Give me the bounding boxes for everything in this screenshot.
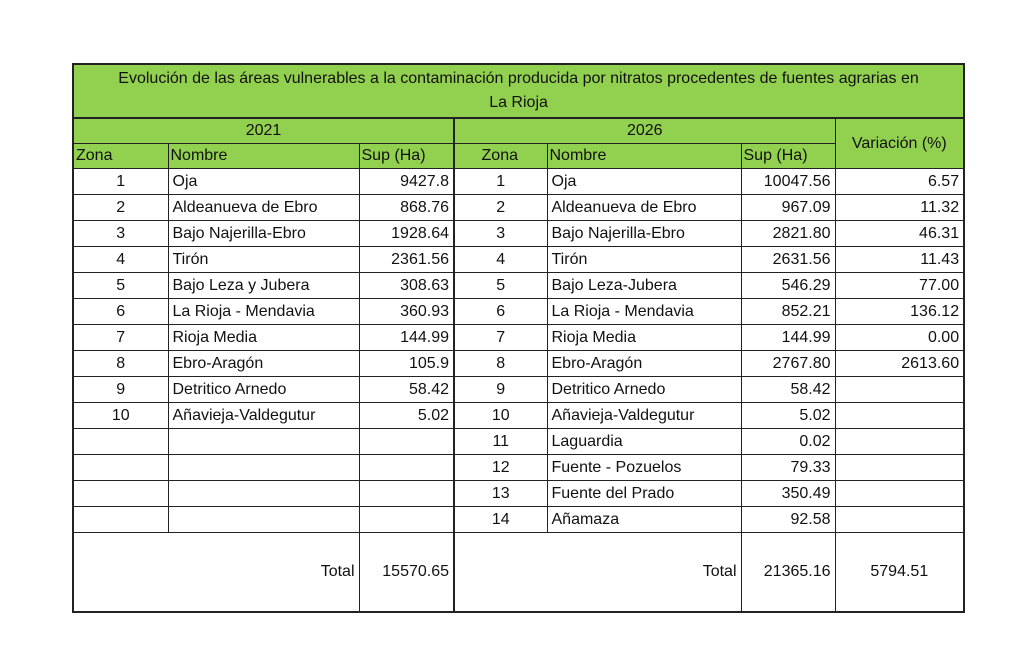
variation-cell: 136.12 [835,299,964,325]
zona-2021-cell: 1 [73,169,168,195]
sup-2026-cell: 5.02 [741,403,835,429]
year-row [73,118,964,144]
zona-2021-cell: 5 [73,273,168,299]
variation-cell: 0.00 [835,325,964,351]
zona-2021-cell: 8 [73,351,168,377]
table-row [73,273,964,299]
table-row [73,195,964,221]
table-row [73,455,964,481]
total-row [73,533,964,613]
nombre-2026-cell: Añavieja-Valdegutur [547,403,741,429]
sup-2021-cell: 360.93 [359,299,454,325]
zona-2026-cell: 12 [454,455,547,481]
total-label-2021: Total [73,533,359,613]
variation-cell: 46.31 [835,221,964,247]
zona-2026-cell: 2 [454,195,547,221]
sup-header-2021: Sup (Ha) [359,144,454,169]
nombre-2026-cell: Ebro-Aragón [547,351,741,377]
nombre-2026-cell: Aldeanueva de Ebro [547,195,741,221]
nombre-2026-cell: Tirón [547,247,741,273]
nombre-2026-cell: Laguardia [547,429,741,455]
sup-header-2026: Sup (Ha) [741,144,835,169]
zona-2026-cell: 6 [454,299,547,325]
zona-2021-cell [73,429,168,455]
nombre-2026-cell: Fuente del Prado [547,481,741,507]
zona-2021-cell [73,481,168,507]
nombre-2021-cell [168,481,359,507]
sup-2021-cell: 58.42 [359,377,454,403]
variation-cell: 11.32 [835,195,964,221]
zona-2026-cell: 9 [454,377,547,403]
table-title: Evolución de las áreas vulnerables a la contaminación producida por nitratos procedentes de fuentes agrarias en La Rioja [73,64,964,118]
sup-2026-cell: 2821.80 [741,221,835,247]
sup-2026-cell: 546.29 [741,273,835,299]
table-row [73,299,964,325]
table-row [73,377,964,403]
table-row [73,351,964,377]
sup-2026-cell: 967.09 [741,195,835,221]
zona-2026-cell: 1 [454,169,547,195]
zona-2021-cell: 4 [73,247,168,273]
total-variation: 5794.51 [835,533,964,613]
zona-2021-cell: 2 [73,195,168,221]
sup-2021-cell: 105.9 [359,351,454,377]
nombre-2021-cell: Añavieja-Valdegutur [168,403,359,429]
zona-2026-cell: 7 [454,325,547,351]
variation-cell [835,481,964,507]
zona-2021-cell [73,455,168,481]
total-value-2021: 15570.65 [359,533,454,613]
table-row [73,481,964,507]
sup-2026-cell: 79.33 [741,455,835,481]
variation-cell [835,429,964,455]
table-row [73,507,964,533]
nombre-2021-cell: La Rioja - Mendavia [168,299,359,325]
nombre-2021-cell: Tirón [168,247,359,273]
year-2026-header: 2026 [454,118,835,144]
sup-2026-cell: 2767.80 [741,351,835,377]
variation-cell [835,507,964,533]
sup-2021-cell: 868.76 [359,195,454,221]
nombre-2026-cell: Detritico Arnedo [547,377,741,403]
nombre-2026-cell: Bajo Najerilla-Ebro [547,221,741,247]
variation-cell: 11.43 [835,247,964,273]
sup-2026-cell: 0.02 [741,429,835,455]
sup-2026-cell: 2631.56 [741,247,835,273]
sup-2021-cell: 1928.64 [359,221,454,247]
nombre-2021-cell: Aldeanueva de Ebro [168,195,359,221]
variation-cell [835,455,964,481]
nombre-2026-cell: Bajo Leza-Jubera [547,273,741,299]
nombre-2026-cell: Fuente - Pozuelos [547,455,741,481]
sup-2026-cell: 350.49 [741,481,835,507]
zona-2026-cell: 4 [454,247,547,273]
nombre-2021-cell [168,429,359,455]
nombre-2026-cell: Oja [547,169,741,195]
variation-cell [835,377,964,403]
sup-2026-cell: 10047.56 [741,169,835,195]
variation-cell: 6.57 [835,169,964,195]
sup-2026-cell: 144.99 [741,325,835,351]
table-row [73,247,964,273]
zona-2026-cell: 8 [454,351,547,377]
zona-2021-cell: 6 [73,299,168,325]
sup-2021-cell [359,507,454,533]
sup-2021-cell [359,455,454,481]
variation-cell [835,403,964,429]
nombre-2021-cell [168,455,359,481]
nombre-header-2026: Nombre [547,144,741,169]
total-label-2026: Total [454,533,741,613]
sup-2021-cell: 5.02 [359,403,454,429]
nombre-2021-cell: Oja [168,169,359,195]
table-row [73,429,964,455]
nitrate-areas-table [72,63,965,613]
nombre-2021-cell: Detritico Arnedo [168,377,359,403]
table-row [73,403,964,429]
sup-2021-cell: 2361.56 [359,247,454,273]
sup-2026-cell: 92.58 [741,507,835,533]
zona-2021-cell: 7 [73,325,168,351]
sup-2021-cell [359,429,454,455]
table-row [73,325,964,351]
zona-2026-cell: 14 [454,507,547,533]
sup-2021-cell: 9427.8 [359,169,454,195]
sup-2021-cell [359,481,454,507]
nombre-2021-cell: Rioja Media [168,325,359,351]
zona-2026-cell: 11 [454,429,547,455]
zona-2026-cell: 5 [454,273,547,299]
zona-header-2021: Zona [73,144,168,169]
nombre-2021-cell: Bajo Najerilla-Ebro [168,221,359,247]
table-row [73,169,964,195]
zona-2021-cell: 3 [73,221,168,247]
sup-2021-cell: 144.99 [359,325,454,351]
column-header-row [73,144,964,169]
nombre-2026-cell: Añamaza [547,507,741,533]
sup-2026-cell: 852.21 [741,299,835,325]
sup-2021-cell: 308.63 [359,273,454,299]
zona-header-2026: Zona [454,144,547,169]
year-2021-header: 2021 [73,118,454,144]
zona-2021-cell: 10 [73,403,168,429]
zona-2021-cell: 9 [73,377,168,403]
nombre-2021-cell [168,507,359,533]
zona-2021-cell [73,507,168,533]
zona-2026-cell: 10 [454,403,547,429]
zona-2026-cell: 13 [454,481,547,507]
variation-cell: 77.00 [835,273,964,299]
variation-header: Variación (%) [835,118,964,169]
zona-2026-cell: 3 [454,221,547,247]
nombre-header-2021: Nombre [168,144,359,169]
nombre-2021-cell: Ebro-Aragón [168,351,359,377]
total-value-2026: 21365.16 [741,533,835,613]
variation-cell: 2613.60 [835,351,964,377]
nombre-2021-cell: Bajo Leza y Jubera [168,273,359,299]
nombre-2026-cell: Rioja Media [547,325,741,351]
table-row [73,221,964,247]
title-row [73,64,964,118]
nombre-2026-cell: La Rioja - Mendavia [547,299,741,325]
sup-2026-cell: 58.42 [741,377,835,403]
